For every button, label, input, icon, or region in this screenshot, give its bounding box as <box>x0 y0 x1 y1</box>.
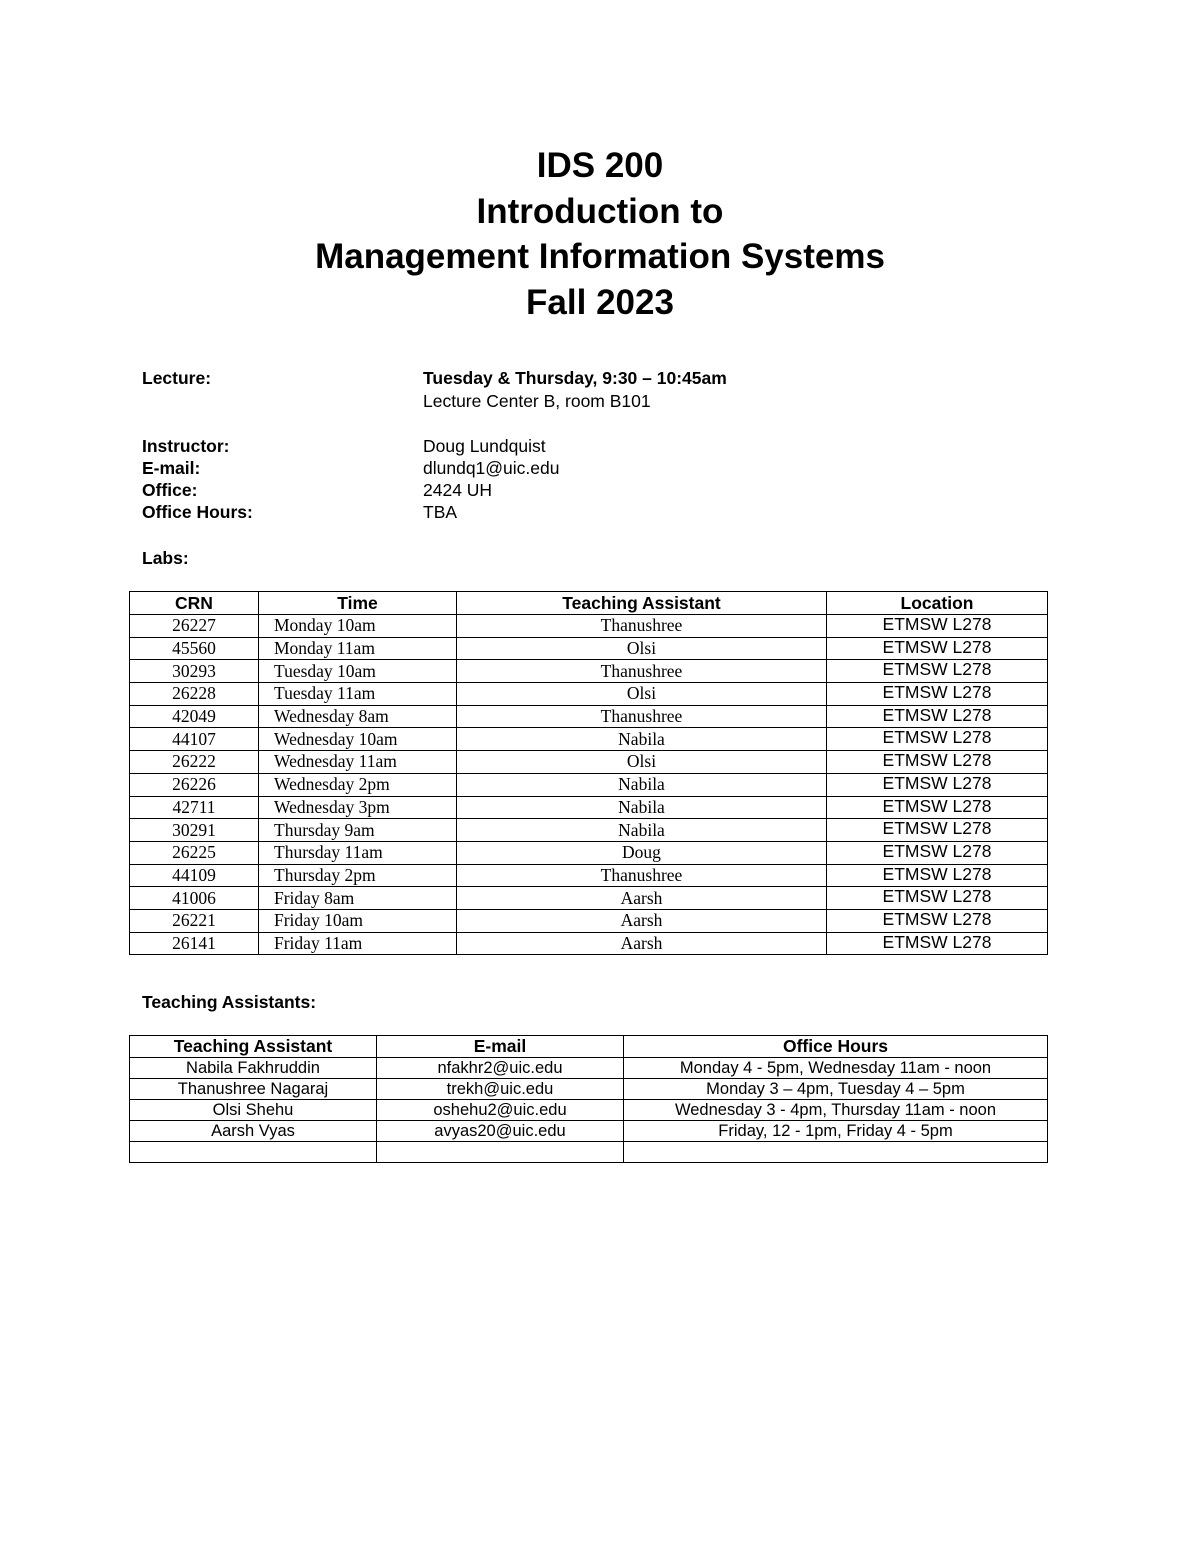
ta-cell: Nabila <box>457 819 827 842</box>
ta-cell: Doug <box>457 841 827 864</box>
crn-cell: 26228 <box>130 683 259 706</box>
time-cell: Wednesday 2pm <box>259 773 457 796</box>
ta-cell: Aarsh <box>457 909 827 932</box>
crn-cell: 44107 <box>130 728 259 751</box>
location-cell: ETMSW L278 <box>827 637 1048 660</box>
ta-email-cell[interactable]: avyas20@uic.edu <box>377 1121 624 1142</box>
location-cell: ETMSW L278 <box>827 864 1048 887</box>
office-hours-label: Office Hours: <box>142 502 253 522</box>
table-row <box>130 796 1048 819</box>
ta-cell: Thanushree <box>457 705 827 728</box>
location-cell: ETMSW L278 <box>827 887 1048 910</box>
time-cell: Thursday 9am <box>259 819 457 842</box>
instructor-name: Doug Lundquist <box>423 436 546 456</box>
time-cell: Friday 10am <box>259 909 457 932</box>
table-row <box>130 932 1048 955</box>
ta-name-cell: Aarsh Vyas <box>130 1121 377 1142</box>
teaching-assistants-label: Teaching Assistants: <box>142 992 317 1012</box>
crn-cell: 26141 <box>130 932 259 955</box>
ta-hours-cell <box>624 1142 1048 1163</box>
crn-cell: 26222 <box>130 751 259 774</box>
crn-cell: 42049 <box>130 705 259 728</box>
term: Fall 2023 <box>526 282 674 322</box>
office-label: Office: <box>142 480 198 500</box>
labs-header-ta: Teaching Assistant <box>457 592 827 615</box>
office-hours-value: TBA <box>423 502 458 522</box>
ta-cell: Olsi <box>457 637 827 660</box>
location-cell: ETMSW L278 <box>827 796 1048 819</box>
ta-name-cell: Nabila Fakhruddin <box>130 1058 377 1079</box>
time-cell: Thursday 2pm <box>259 864 457 887</box>
lecture-time: Tuesday & Thursday, 9:30 – 10:45am <box>423 368 727 388</box>
ta-cell: Thanushree <box>457 864 827 887</box>
location-cell: ETMSW L278 <box>827 819 1048 842</box>
time-cell: Wednesday 11am <box>259 751 457 774</box>
ta-email-cell[interactable]: trekh@uic.edu <box>377 1079 624 1100</box>
crn-cell: 45560 <box>130 637 259 660</box>
time-cell: Tuesday 10am <box>259 660 457 683</box>
ta-cell: Nabila <box>457 773 827 796</box>
ta-cell: Thanushree <box>457 615 827 638</box>
ta-hours-cell: Monday 4 - 5pm, Wednesday 11am - noon <box>624 1058 1048 1079</box>
location-cell: ETMSW L278 <box>827 932 1048 955</box>
ta-hours-cell: Friday, 12 - 1pm, Friday 4 - 5pm <box>624 1121 1048 1142</box>
ta-header-email: E-mail <box>377 1036 624 1058</box>
crn-cell: 30291 <box>130 819 259 842</box>
ta-header-row <box>130 1036 1048 1058</box>
ta-name-cell: Thanushree Nagaraj <box>130 1079 377 1100</box>
table-row <box>130 1058 1048 1079</box>
ta-email-cell[interactable]: oshehu2@uic.edu <box>377 1100 624 1121</box>
crn-cell: 26227 <box>130 615 259 638</box>
table-row <box>130 819 1048 842</box>
lecture-label: Lecture: <box>142 368 212 388</box>
office-location: 2424 UH <box>423 480 493 500</box>
time-cell: Wednesday 8am <box>259 705 457 728</box>
location-cell: ETMSW L278 <box>827 909 1048 932</box>
location-cell: ETMSW L278 <box>827 660 1048 683</box>
table-row <box>130 1142 1048 1163</box>
table-row <box>130 705 1048 728</box>
table-row <box>130 615 1048 638</box>
course-title-block <box>0 143 1200 325</box>
ta-name-cell <box>130 1142 377 1163</box>
ta-cell: Aarsh <box>457 887 827 910</box>
time-cell: Friday 11am <box>259 932 457 955</box>
crn-cell: 26221 <box>130 909 259 932</box>
ta-email-cell <box>377 1142 624 1163</box>
table-row <box>130 909 1048 932</box>
labs-label: Labs: <box>142 548 189 568</box>
time-cell: Wednesday 3pm <box>259 796 457 819</box>
table-row <box>130 637 1048 660</box>
table-row <box>130 1079 1048 1100</box>
time-cell: Wednesday 10am <box>259 728 457 751</box>
course-name-line1: Introduction to <box>476 191 724 231</box>
labs-header-time: Time <box>259 592 457 615</box>
instructor-label: Instructor: <box>142 436 230 456</box>
course-code: IDS 200 <box>536 146 664 185</box>
table-row <box>130 773 1048 796</box>
ta-cell: Nabila <box>457 796 827 819</box>
time-cell: Monday 10am <box>259 615 457 638</box>
location-cell: ETMSW L278 <box>827 841 1048 864</box>
ta-cell: Olsi <box>457 751 827 774</box>
table-row <box>130 751 1048 774</box>
table-row <box>130 660 1048 683</box>
teaching-assistants-table <box>129 1035 1048 1163</box>
time-cell: Thursday 11am <box>259 841 457 864</box>
ta-name-cell: Olsi Shehu <box>130 1100 377 1121</box>
ta-cell: Olsi <box>457 683 827 706</box>
time-cell: Friday 8am <box>259 887 457 910</box>
table-row <box>130 864 1048 887</box>
course-name-line2: Management Information Systems <box>315 237 885 276</box>
crn-cell: 30293 <box>130 660 259 683</box>
table-row <box>130 841 1048 864</box>
instructor-email[interactable]: dlundq1@uic.edu <box>423 458 560 478</box>
labs-header-location: Location <box>827 592 1048 615</box>
ta-hours-cell: Wednesday 3 - 4pm, Thursday 11am - noon <box>624 1100 1048 1121</box>
location-cell: ETMSW L278 <box>827 751 1048 774</box>
ta-cell: Aarsh <box>457 932 827 955</box>
location-cell: ETMSW L278 <box>827 773 1048 796</box>
email-label: E-mail: <box>142 458 201 478</box>
location-cell: ETMSW L278 <box>827 615 1048 638</box>
labs-table <box>129 591 1048 955</box>
table-row <box>130 728 1048 751</box>
ta-cell: Thanushree <box>457 660 827 683</box>
labs-header-crn: CRN <box>130 592 259 615</box>
ta-cell: Nabila <box>457 728 827 751</box>
location-cell: ETMSW L278 <box>827 683 1048 706</box>
table-row <box>130 1121 1048 1142</box>
crn-cell: 41006 <box>130 887 259 910</box>
table-row <box>130 683 1048 706</box>
table-row <box>130 1100 1048 1121</box>
time-cell: Monday 11am <box>259 637 457 660</box>
crn-cell: 26225 <box>130 841 259 864</box>
time-cell: Tuesday 11am <box>259 683 457 706</box>
ta-header-office-hours: Office Hours <box>624 1036 1048 1058</box>
crn-cell: 44109 <box>130 864 259 887</box>
location-cell: ETMSW L278 <box>827 705 1048 728</box>
crn-cell: 26226 <box>130 773 259 796</box>
ta-hours-cell: Monday 3 – 4pm, Tuesday 4 – 5pm <box>624 1079 1048 1100</box>
labs-header-row <box>130 592 1048 615</box>
table-row <box>130 887 1048 910</box>
ta-header-name: Teaching Assistant <box>130 1036 377 1058</box>
location-cell: ETMSW L278 <box>827 728 1048 751</box>
lecture-location: Lecture Center B, room B101 <box>423 391 651 411</box>
ta-email-cell[interactable]: nfakhr2@uic.edu <box>377 1058 624 1079</box>
crn-cell: 42711 <box>130 796 259 819</box>
